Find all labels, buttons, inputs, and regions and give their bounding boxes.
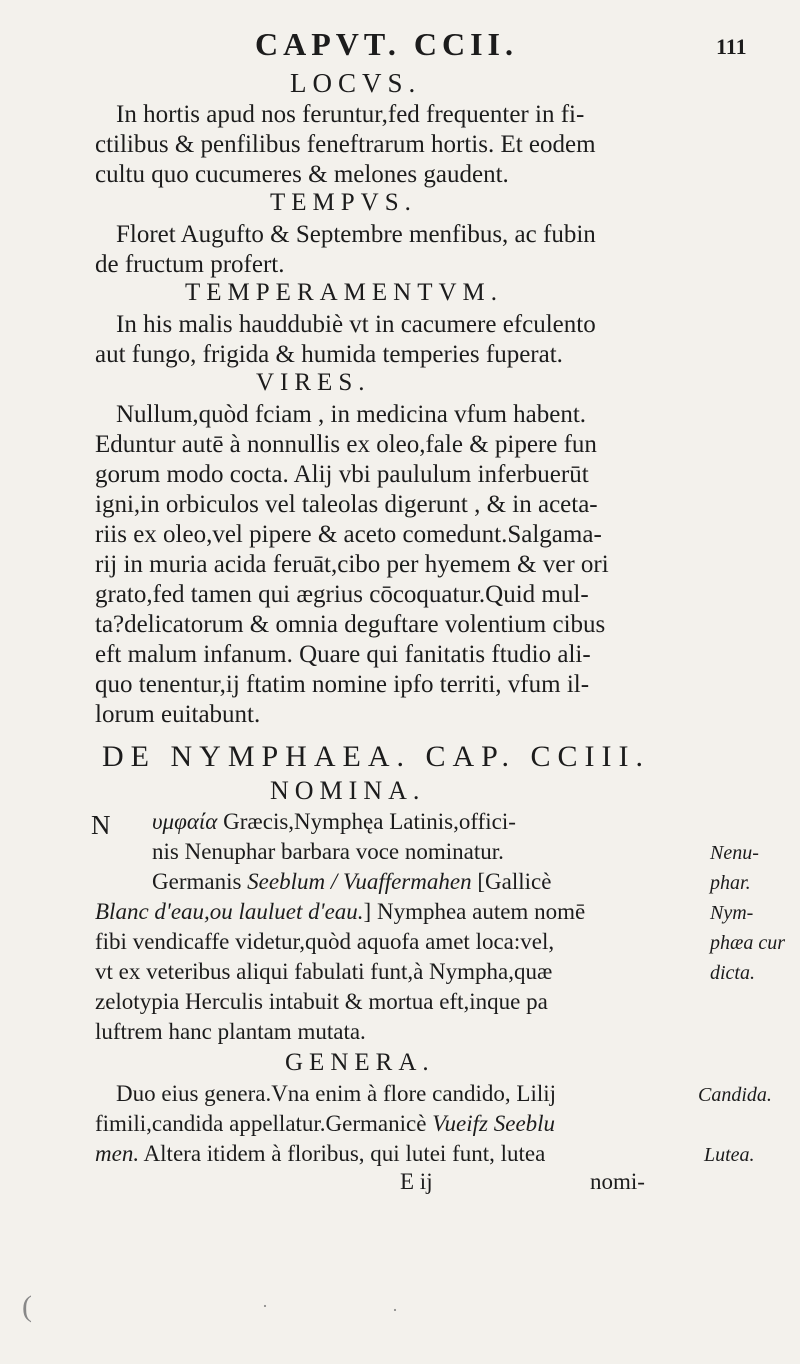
text-line: riis ex oleo,vel pipere & aceto comedunt.Salgama-	[95, 521, 602, 548]
text-line: In his malis hauddubiè vt in cacumere efculento	[116, 311, 596, 338]
heading-locus: LOCVS.	[290, 68, 422, 98]
text-line: lorum euitabunt.	[95, 701, 261, 728]
text-line: Nullum,quòd fciam , in medicina vfum habent.	[116, 401, 587, 428]
text-run: ] Nymphea autem nomē	[363, 899, 586, 924]
heading-temperamentum: TEMPERAMENTVM.	[185, 279, 504, 306]
text-line: gorum modo cocta. Alij vbi paululum inferbuerūt	[95, 461, 589, 488]
text-line: rij in muria acida feruāt,cibo per hyemem & ver ori	[95, 551, 609, 578]
text-line	[95, 900, 585, 923]
text-line	[95, 1142, 545, 1165]
text-line	[152, 870, 551, 893]
drop-initial: N	[91, 810, 111, 840]
text-line: Eduntur autē à nonnullis ex oleo,fale & pipere fun	[95, 431, 597, 458]
margin-note: Nenu-	[710, 842, 759, 864]
text-line: igni,in orbiculos vel taleolas digerunt , & in aceta-	[95, 491, 598, 518]
text-line: Floret Augufto & Septembre menfibus, ac fubin	[116, 221, 596, 248]
signature-mark: E ij	[400, 1169, 433, 1194]
text-line: ctilibus & penfilibus feneftrarum hortis. Et eodem	[95, 131, 596, 158]
text-run: Altera itidem à floribus, qui lutei funt, lutea	[139, 1141, 546, 1166]
french-names: Blanc d'eau,ou lauluet d'eau.	[95, 899, 364, 924]
margin-note: dicta.	[710, 962, 755, 984]
greek-word: υμφαία	[152, 809, 218, 834]
german-name: men.	[95, 1141, 140, 1166]
heading-nomina: NOMINA.	[270, 776, 426, 805]
text-run: Græcis,Nymphęa Latinis,offici-	[217, 809, 516, 834]
margin-note: phæa cur	[710, 932, 785, 954]
text-line: eft malum infanum. Quare qui fanitatis ftudio ali-	[95, 641, 591, 668]
paper-speck: (	[22, 1290, 32, 1323]
margin-note: Candida.	[698, 1084, 772, 1106]
paper-speck: ·	[392, 1300, 398, 1320]
margin-note: Nym-	[710, 902, 754, 924]
text-line: zelotypia Herculis intabuit & mortua eft,inque pa	[95, 989, 548, 1014]
text-line: grato,fed tamen qui ægrius cōcoquatur.Quid mul-	[95, 581, 589, 608]
text-line	[95, 1112, 555, 1135]
text-line: vt ex veteribus aliqui fabulati funt,à Nympha,quæ	[95, 959, 553, 984]
text-line: quo tenentur,ij ftatim nomine ipfo territi, vfum il-	[95, 671, 590, 698]
margin-note: phar.	[710, 872, 751, 894]
heading-genera: GENERA.	[285, 1049, 435, 1076]
text-line: fibi vendicaffe videtur,quòd aquofa amet loca:vel,	[95, 929, 555, 954]
heading-tempus: TEMPVS.	[270, 189, 417, 216]
chapter-title: DE NYMPHAEA. CAP. CCIII.	[102, 740, 651, 773]
margin-note: Lutea.	[704, 1144, 755, 1166]
german-names: Seeblum / Vuaffermahen	[247, 869, 472, 894]
text-run: Germanis	[152, 869, 248, 894]
text-line: de fructum profert.	[95, 251, 285, 278]
heading-vires: VIRES.	[256, 369, 371, 396]
text-run: [Gallicè	[471, 869, 552, 894]
text-line	[152, 810, 516, 833]
text-line: nis Nenuphar barbara voce nominatur.	[152, 839, 504, 864]
text-run: fimili,candida appellatur.Germanicè	[95, 1111, 433, 1136]
catchword: nomi-	[590, 1169, 645, 1194]
text-line: luftrem hanc plantam mutata.	[95, 1019, 366, 1044]
text-line: Duo eius genera.Vna enim à flore candido, Lilij	[116, 1081, 557, 1106]
text-line: aut fungo, frigida & humida temperies fuperat.	[95, 341, 563, 368]
text-line: cultu quo cucumeres & melones gaudent.	[95, 161, 509, 188]
text-line: ta?delicatorum & omnia deguftare volentium cibus	[95, 611, 606, 638]
running-head: CAPVT. CCII.	[255, 26, 518, 62]
text-line: In hortis apud nos feruntur,fed frequenter in fi-	[116, 101, 585, 128]
paper-speck: ·	[262, 1296, 268, 1316]
folio-number: 111	[716, 34, 747, 59]
german-name: Vueifz Seeblu	[432, 1111, 556, 1136]
